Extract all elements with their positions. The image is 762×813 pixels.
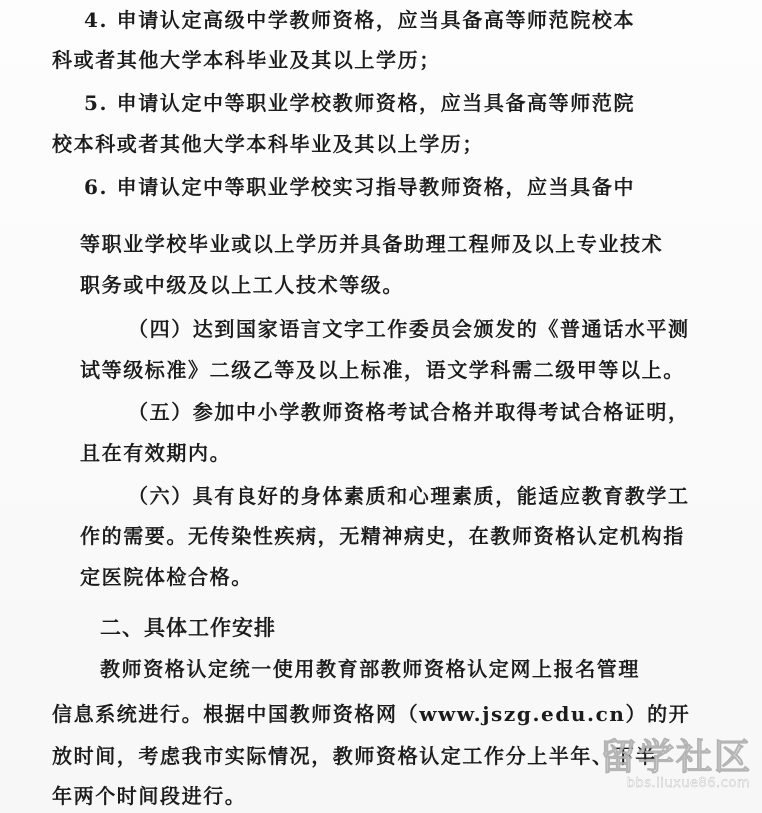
text-line: 且在有效期内。 [80, 441, 232, 465]
text-line: 科或者其他大学本科毕业及其以上学历； [52, 48, 441, 72]
text-line: （六）具有良好的身体素质和心理素质，能适应教育教学工 [128, 484, 690, 508]
text-line: 年两个时间段进行。 [52, 784, 247, 808]
watermark-logo-text: 留学社区 [599, 737, 752, 778]
text-line: 教师资格认定统一使用教育部教师资格认定网上报名管理 [100, 657, 640, 681]
text-line: 4. 申请认定高级中学教师资格，应当具备高等师范院校本 [84, 8, 636, 32]
text-line: 放时间，考虑我市实际情况，教师资格认定工作分上半年、下半 [52, 744, 657, 768]
text-line: 作的需要。无传染性疾病，无精神病史，在教师资格认定机构指 [80, 524, 685, 548]
text-line: 等职业学校毕业或以上学历并具备助理工程师及以上专业技术 [80, 232, 664, 256]
text-line: 试等级标准》二级乙等及以上标准，语文学科需二级甲等以上。 [80, 358, 685, 382]
text-line: 校本科或者其他大学本科毕业及其以上学历； [52, 132, 484, 156]
text-line: （四）达到国家语言文字工作委员会颁发的《普通话水平测 [128, 317, 690, 341]
section-heading: 二、具体工作安排 [100, 616, 276, 640]
watermark-url: bbs.liuxue86.com [626, 776, 750, 791]
text-line: 定医院体检合格。 [80, 565, 253, 589]
text-line: （五）参加中小学教师资格考试合格并取得考试合格证明， [128, 400, 690, 424]
text-line: 信息系统进行。根据中国教师资格网（www.jszg.edu.cn）的开 [52, 702, 691, 726]
text-line: 6. 申请认定中等职业学校实习指导教师资格，应当具备中 [84, 175, 636, 199]
text-line: 职务或中级及以上工人技术等级。 [80, 273, 404, 297]
text-line: 5. 申请认定中等职业学校教师资格，应当具备高等师范院 [84, 91, 636, 115]
